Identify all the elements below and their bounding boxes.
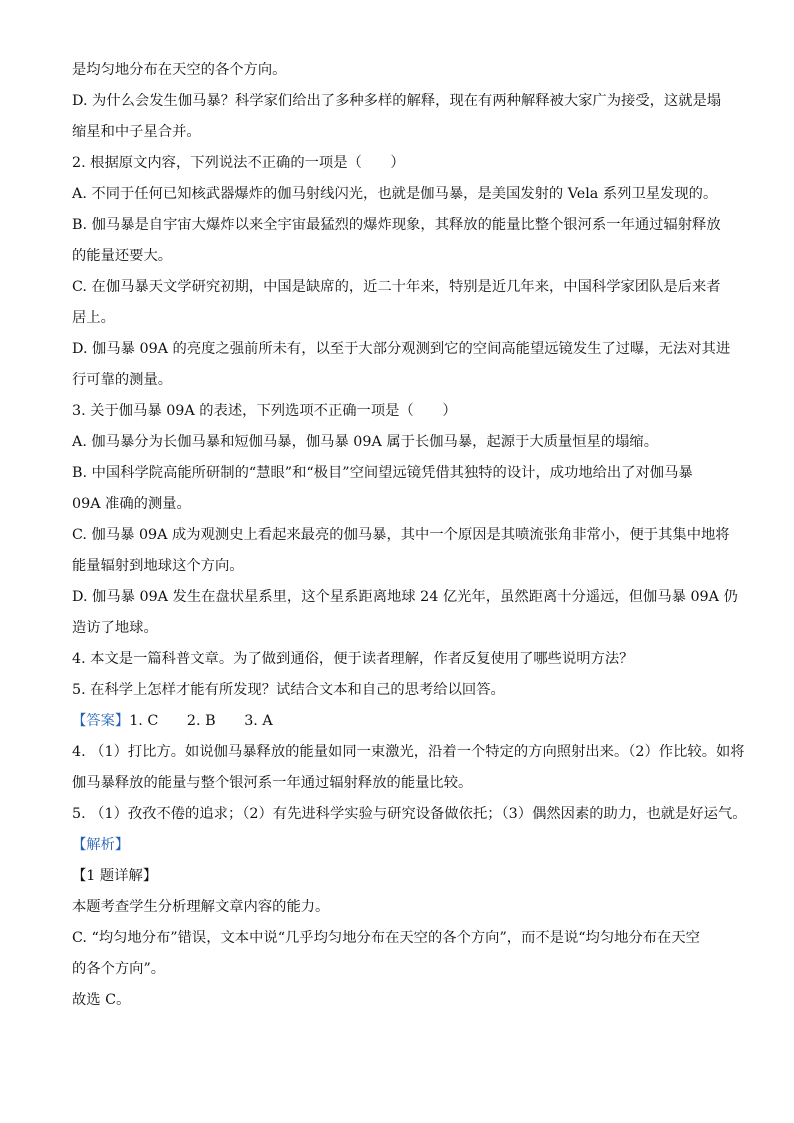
text-line: 行可靠的测量。 xyxy=(72,372,173,388)
question-4: 4. 本文是一篇科普文章。为了做到通俗，便于读者理解，作者反复使用了哪些说明方法？ xyxy=(72,651,634,667)
text-line: 缩星和中子星合并。 xyxy=(72,124,201,140)
text-line: 09A 准确的测量。 xyxy=(72,496,191,512)
answer-text: 1. C 2. B 3. A xyxy=(129,713,273,729)
text-line: 是均匀地分布在天空的各个方向。 xyxy=(72,62,287,78)
option-line: D. 伽马暴 09A 发生在盘状星系里，这个星系距离地球 24 亿光年，虽然距离十分遥远，但伽马暴 09A 仍 xyxy=(72,589,738,605)
option-line: B. 伽马暴是自宇宙大爆炸以来全宇宙最猛烈的爆炸现象，其释放的能量比整个银河系一年通过辐射释放 xyxy=(72,217,721,233)
answer-line xyxy=(72,711,273,731)
option-line: A. 不同于任何已知核武器爆炸的伽马射线闪光，也就是伽马暴，是美国发射的 Vela 系列卫星发现的。 xyxy=(72,186,718,202)
text-line: 能量辐射到地球这个方向。 xyxy=(72,558,244,574)
text-line: D. 为什么会发生伽马暴？科学家们给出了多种多样的解释，现在有两种解释被大家广为接受，这就是塌 xyxy=(72,93,722,109)
text-line: 的各个方向”。 xyxy=(72,961,166,977)
text-line: 的能量还要大。 xyxy=(72,248,173,264)
answer-4: 4. （1）打比方。如说伽马暴释放的能量如同一束激光，沿着一个特定的方向照射出来。（2）作比较。如将 xyxy=(72,744,745,760)
analysis-label: 【解析】 xyxy=(72,837,130,853)
answer-label: 【答案】 xyxy=(72,713,130,729)
conclusion-line: 故选 C。 xyxy=(72,992,131,1008)
question-5: 5. 在科学上怎样才能有所发现？试结合文本和自己的思考给以回答。 xyxy=(72,682,505,698)
answer-5: 5. （1）孜孜不倦的追求；（2）有先进科学实验与研究设备做依托；（3）偶然因素的助力，也就是好运气。 xyxy=(72,806,747,822)
text-line: C. “均匀地分布”错误，文本中说“几乎均匀地分布在天空的各个方向”，而不是说“均匀地分布在天空 xyxy=(72,930,700,946)
option-line: B. 中国科学院高能所研制的“慧眼”和“极目”空间望远镜凭借其独特的设计，成功地给出了对伽马暴 xyxy=(72,465,693,481)
text-line: 居上。 xyxy=(72,310,115,326)
text-line: 伽马暴释放的能量与整个银河系一年通过辐射释放的能量比较。 xyxy=(72,775,473,791)
option-line: C. 伽马暴 09A 成为观测史上看起来最亮的伽马暴，其中一个原因是其喷流张角非常小，便于其集中地将 xyxy=(72,527,730,543)
question-3: 3. 关于伽马暴 09A 的表述，下列选项不正确一项是（ ） xyxy=(72,403,457,419)
question-2: 2. 根据原文内容，下列说法不正确的一项是（ ） xyxy=(72,155,405,171)
detail-heading: 【1 题详解】 xyxy=(72,868,158,884)
option-line: C. 在伽马暴天文学研究初期，中国是缺席的，近二十年来，特别是近几年来，中国科学家团队是后来者 xyxy=(72,279,721,295)
option-line: A. 伽马暴分为长伽马暴和短伽马暴，伽马暴 09A 属于长伽马暴，起源于大质量恒星的塌缩。 xyxy=(72,434,659,450)
option-line: D. 伽马暴 09A 的亮度之强前所未有，以至于大部分观测到它的空间高能望远镜发生了过曝，无法对其进 xyxy=(72,341,731,357)
text-line: 造访了地球。 xyxy=(72,620,158,636)
text-line: 本题考查学生分析理解文章内容的能力。 xyxy=(72,899,330,915)
